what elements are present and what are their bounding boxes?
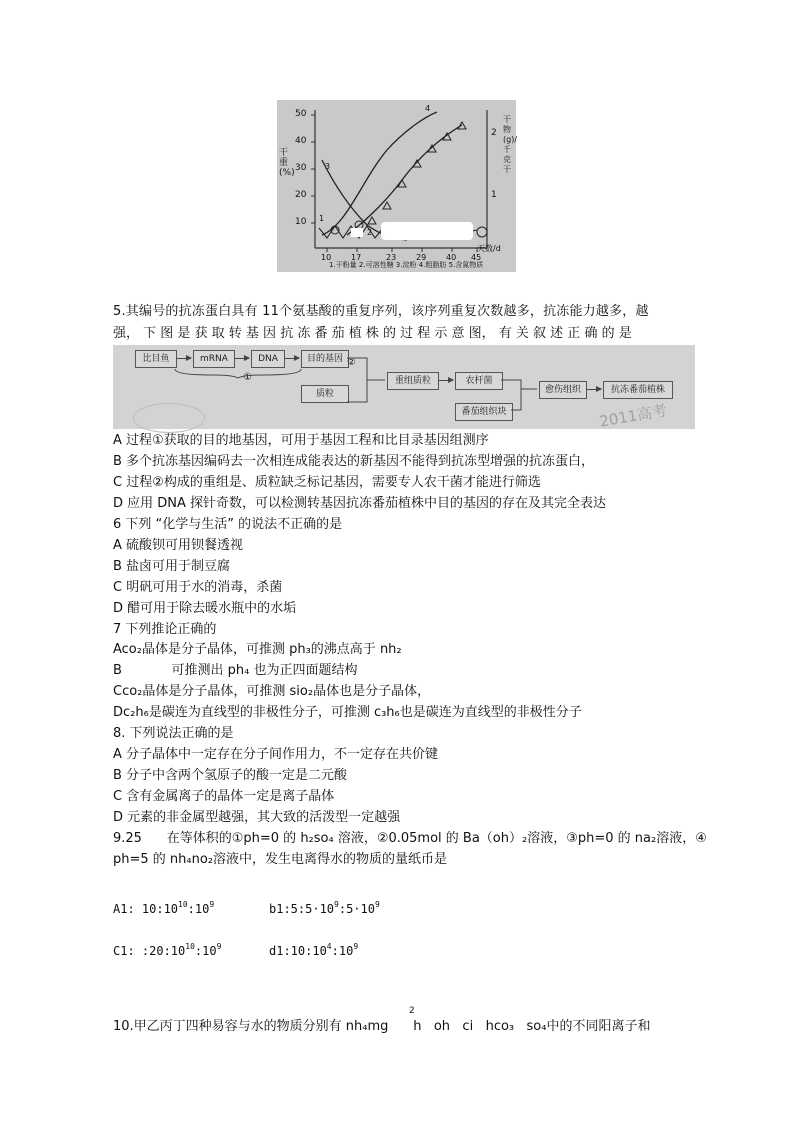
answer-a-exp: 10 xyxy=(178,900,188,909)
q6-option-d: D 醋可用于除去暖水瓶中的水垢 xyxy=(113,601,297,616)
q10-superscript: 2 xyxy=(409,1006,415,1016)
x-tick-40: 40 xyxy=(446,253,457,262)
q5-option-d: D 应用 DNA 探针奇数，可以检测转基因抗冻番茄植株中目的基因的存在及其完全表达 xyxy=(113,496,607,511)
curve-label-4: 4 xyxy=(425,104,431,113)
answer-d-text: d1:10:10 xyxy=(269,944,327,958)
flow-arrow-2 xyxy=(235,358,249,359)
answer-c-exp: 10 xyxy=(185,942,195,951)
flow-box-source: 比目鱼 xyxy=(135,350,177,368)
q6-option-b: B 盐卤可用于制豆腐 xyxy=(113,559,231,574)
watermark-text: 2011高考 xyxy=(598,401,669,431)
q9-answer-d xyxy=(269,944,358,958)
left-tick-30: 30 xyxy=(295,163,307,173)
figure-caption: 1.干粉量 2.可溶性糖 3.淀粉 4.粗脂肪 5.含氮物质 xyxy=(329,261,484,269)
q8-option-a: A 分子晶体中一定存在分子间作用力，不一定存在共价键 xyxy=(113,747,439,762)
flow-arrow-4 xyxy=(439,380,453,381)
q7-stem: 7 下列推论正确的 xyxy=(113,622,217,637)
watermark-logo xyxy=(133,403,205,433)
flow-arrow-3 xyxy=(285,358,299,359)
answer-b-exp: 9 xyxy=(334,900,339,909)
flow-box-agrobacterium: 农杆菌 xyxy=(455,372,503,390)
answer-b-text-2: :5·10 xyxy=(338,902,375,916)
q7-option-d: Dc₂h₆是碳连为直线型的非极性分子，可推测 c₃h₆也是碳连为直线型的非极性分子 xyxy=(113,705,582,720)
q8-option-b: B 分子中含两个氢原子的酸一定是二元酸 xyxy=(113,768,348,783)
answer-c-exp-2: 9 xyxy=(216,942,222,951)
answer-a-text: A1: 10:10 xyxy=(113,902,179,916)
q7-option-c: Cco₂晶体是分子晶体，可推测 sio₂晶体也是分子晶体， xyxy=(113,684,431,699)
q5-option-a: A 过程①获取的目的地基因，可用于基因工程和比目录基因组测序 xyxy=(113,433,489,448)
flow-arrow-1 xyxy=(177,358,191,359)
flow-join-lines xyxy=(501,375,541,415)
flow-box-mrna: mRNA xyxy=(193,350,235,368)
answer-b-text: b1:5:5·10 xyxy=(269,902,335,916)
q10-stem: 10.甲乙丙丁四种易容与水的物质分别有 nh₄mg h oh ci hco₃ so₄中的不同阳离子和 xyxy=(113,1019,651,1034)
x-tick-45: 45 xyxy=(471,253,482,262)
x-tick-29: 29 xyxy=(416,253,427,262)
flow-label-step1: ① xyxy=(243,372,252,383)
right-tick-2: 2 xyxy=(491,128,497,138)
q9-answer-b xyxy=(269,902,380,916)
curve-label-2: 2 xyxy=(367,228,373,237)
q9-stem-line-1: 9.25 在等体积的①ph=0 的 h₂so₄ 溶液，②0.05mol 的 Ba（oh）₂溶液，③ph=0 的 na₂溶液，④ xyxy=(113,831,707,846)
x-tick-10: 10 xyxy=(321,253,332,262)
q9-stem-line-2: ph=5 的 nh₄no₂溶液中，发生电离得水的物质的量纸币是 xyxy=(113,852,448,867)
q6-option-c: C 明矾可用于水的消毒，杀菌 xyxy=(113,580,283,595)
growth-chart-figure xyxy=(277,100,516,272)
flow-label-step2: ② xyxy=(347,357,356,368)
curve-4 xyxy=(322,112,437,235)
answer-c-text: C1: :20:10 xyxy=(113,944,186,958)
flow-arrow-5 xyxy=(587,389,601,390)
answer-b-exp-2: 9 xyxy=(374,900,380,909)
x-tick-17: 17 xyxy=(351,253,362,262)
left-tick-10: 10 xyxy=(295,217,307,227)
right-axis-label: 干物(g)/千克干 xyxy=(503,115,518,174)
x-unit-label: 天数/d xyxy=(477,244,501,253)
q5-option-c: C 过程②构成的重组是、质粒缺乏标记基因，需要专人农干菌才能进行筛选 xyxy=(113,475,541,490)
q8-option-d: D 元素的非金属型越强，其大致的活泼型一定越强 xyxy=(113,810,401,825)
q5-line-2: 强， 下 图 是 获 取 转 基 因 抗 冻 番 茄 植 株 的 过 程 示 意 图， 有 关 叙 述 正 确 的 是 xyxy=(113,326,632,341)
answer-a-text-2: :10 xyxy=(187,902,210,916)
flow-box-tomato-tissue: 番茄组织块 xyxy=(455,403,513,421)
flow-box-callus: 愈伤组织 xyxy=(539,381,587,399)
q9-answer-c xyxy=(113,944,221,958)
q6-stem: 6 下列 “化学与生活” 的说法不正确的是 xyxy=(113,517,343,532)
q6-option-a: A 硫酸钡可用钡餐透视 xyxy=(113,538,244,553)
flow-brace xyxy=(173,367,303,379)
left-tick-40: 40 xyxy=(295,136,307,146)
q5-option-b: B 多个抗冻基因编码去一次相连成能表达的新基因不能得到抗冻型增强的抗冻蛋白， xyxy=(113,454,595,469)
answer-d-exp: 4 xyxy=(326,942,332,951)
flow-box-target-gene: 目的基因 xyxy=(301,350,349,368)
left-tick-50: 50 xyxy=(295,109,307,119)
curve-2 xyxy=(347,125,462,235)
q8-stem: 8. 下列说法正确的是 xyxy=(113,726,234,741)
x-tick-23: 23 xyxy=(386,253,397,262)
q7-option-a: Aco₂晶体是分子晶体，可推测 ph₃的沸点高于 nh₂ xyxy=(113,642,402,657)
curve-label-3: 3 xyxy=(325,162,331,171)
answer-a-exp-2: 9 xyxy=(209,900,215,909)
q9-answer-a xyxy=(113,902,214,916)
left-axis-label: 干重(%) xyxy=(279,148,295,178)
q5-line-1: 5.其编号的抗冻蛋白具有 11个氨基酸的重复序列，该序列重复次数越多，抗冻能力越多，越 xyxy=(113,304,649,319)
q7-option-b: B 可推测出 ph₄ 也为正四面题结构 xyxy=(113,663,358,678)
flow-box-final-plant: 抗冻番茄植株 xyxy=(603,381,673,399)
right-tick-1: 1 xyxy=(491,190,497,200)
answer-c-text-2: :10 xyxy=(194,944,217,958)
flow-box-recombinant: 重组质粒 xyxy=(387,372,439,390)
flow-box-dna: DNA xyxy=(251,350,285,368)
curve-label-1: 1 xyxy=(319,214,325,223)
transgenic-flowchart xyxy=(113,345,695,429)
answer-d-exp-2: 9 xyxy=(353,942,359,951)
left-tick-20: 20 xyxy=(295,190,307,200)
answer-d-text-2: :10 xyxy=(331,944,354,958)
flow-box-plasmid: 质粒 xyxy=(301,385,349,403)
q8-option-c: C 含有金属离子的晶体一定是离子晶体 xyxy=(113,789,335,804)
